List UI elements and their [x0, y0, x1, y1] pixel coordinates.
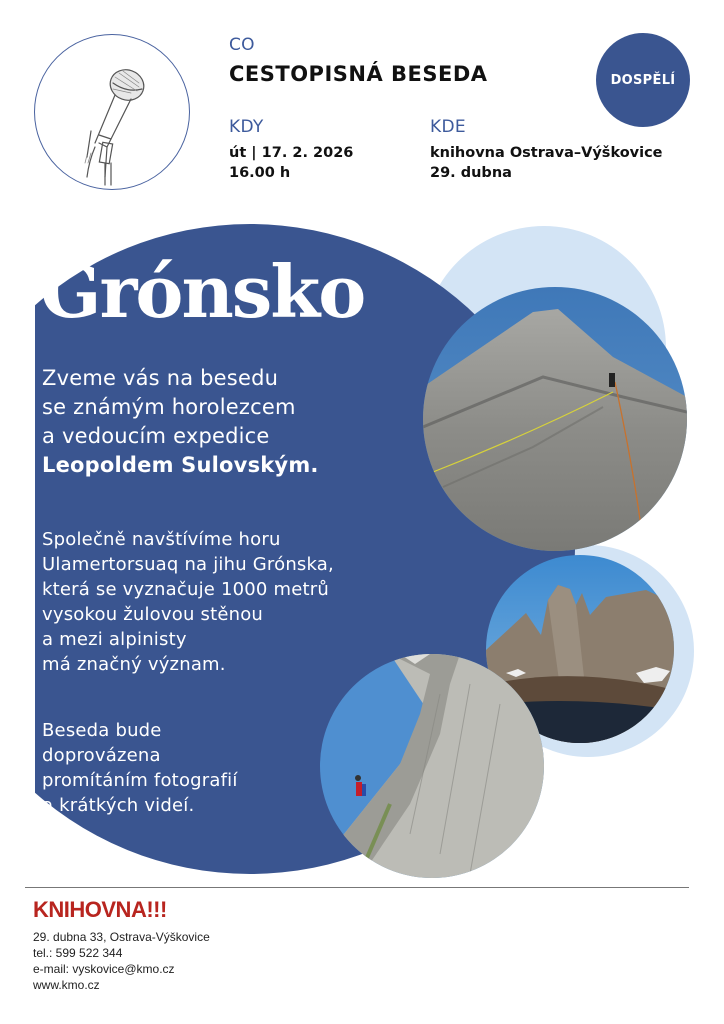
lead-line: se známým horolezcem: [42, 395, 296, 419]
library-address: 29. dubna 33, Ostrava-Výškovice: [33, 930, 210, 944]
event-time: 16.00 h: [229, 165, 291, 181]
description-line: má značný význam.: [42, 654, 226, 675]
library-logo: KNIHOVNA!!!: [33, 897, 167, 922]
where-label: KDE: [430, 117, 466, 137]
event-date: út | 17. 2. 2026: [229, 145, 354, 161]
climber-on-wall-photo: [320, 654, 544, 878]
event-title: CESTOPISNÁ BESEDA: [229, 62, 488, 86]
description-line: a mezi alpinisty: [42, 629, 187, 650]
what-label: CO: [229, 35, 255, 55]
lead-paragraph: [42, 364, 319, 480]
program-note-line: doprovázena: [42, 745, 161, 766]
description-line: Ulamertorsuaq na jihu Grónska,: [42, 554, 334, 575]
library-email[interactable]: e-mail: vyskovice@kmo.cz: [33, 962, 175, 976]
main-heading: Grónsko: [40, 249, 365, 334]
footer-divider: [25, 887, 689, 888]
program-note-line: Beseda bude: [42, 720, 162, 741]
program-note-line: a krátkých videí.: [42, 795, 195, 816]
audience-badge-label: DOSPĚLÍ: [610, 72, 676, 88]
description-line: která se vyznačuje 1000 metrů: [42, 579, 329, 600]
venue-name: knihovna Ostrava–Výškovice: [430, 145, 663, 161]
lead-line: a vedoucím expedice: [42, 424, 270, 448]
lead-speaker-name: Leopoldem Sulovským.: [42, 453, 319, 477]
library-phone: tel.: 599 522 344: [33, 946, 123, 960]
lead-line: Zveme vás na besedu: [42, 366, 279, 390]
library-website[interactable]: www.kmo.cz: [33, 978, 100, 992]
granite-peak-climber-photo: [423, 287, 687, 551]
venue-street: 29. dubna: [430, 165, 512, 181]
program-note-line: promítáním fotografií: [42, 770, 238, 791]
library-contact: [33, 929, 210, 993]
when-label: KDY: [229, 117, 264, 137]
description-line: Společně navštívíme horu: [42, 529, 281, 550]
program-note-paragraph: [42, 718, 238, 818]
description-line: vysokou žulovou stěnou: [42, 604, 264, 625]
description-paragraph: [42, 527, 334, 677]
